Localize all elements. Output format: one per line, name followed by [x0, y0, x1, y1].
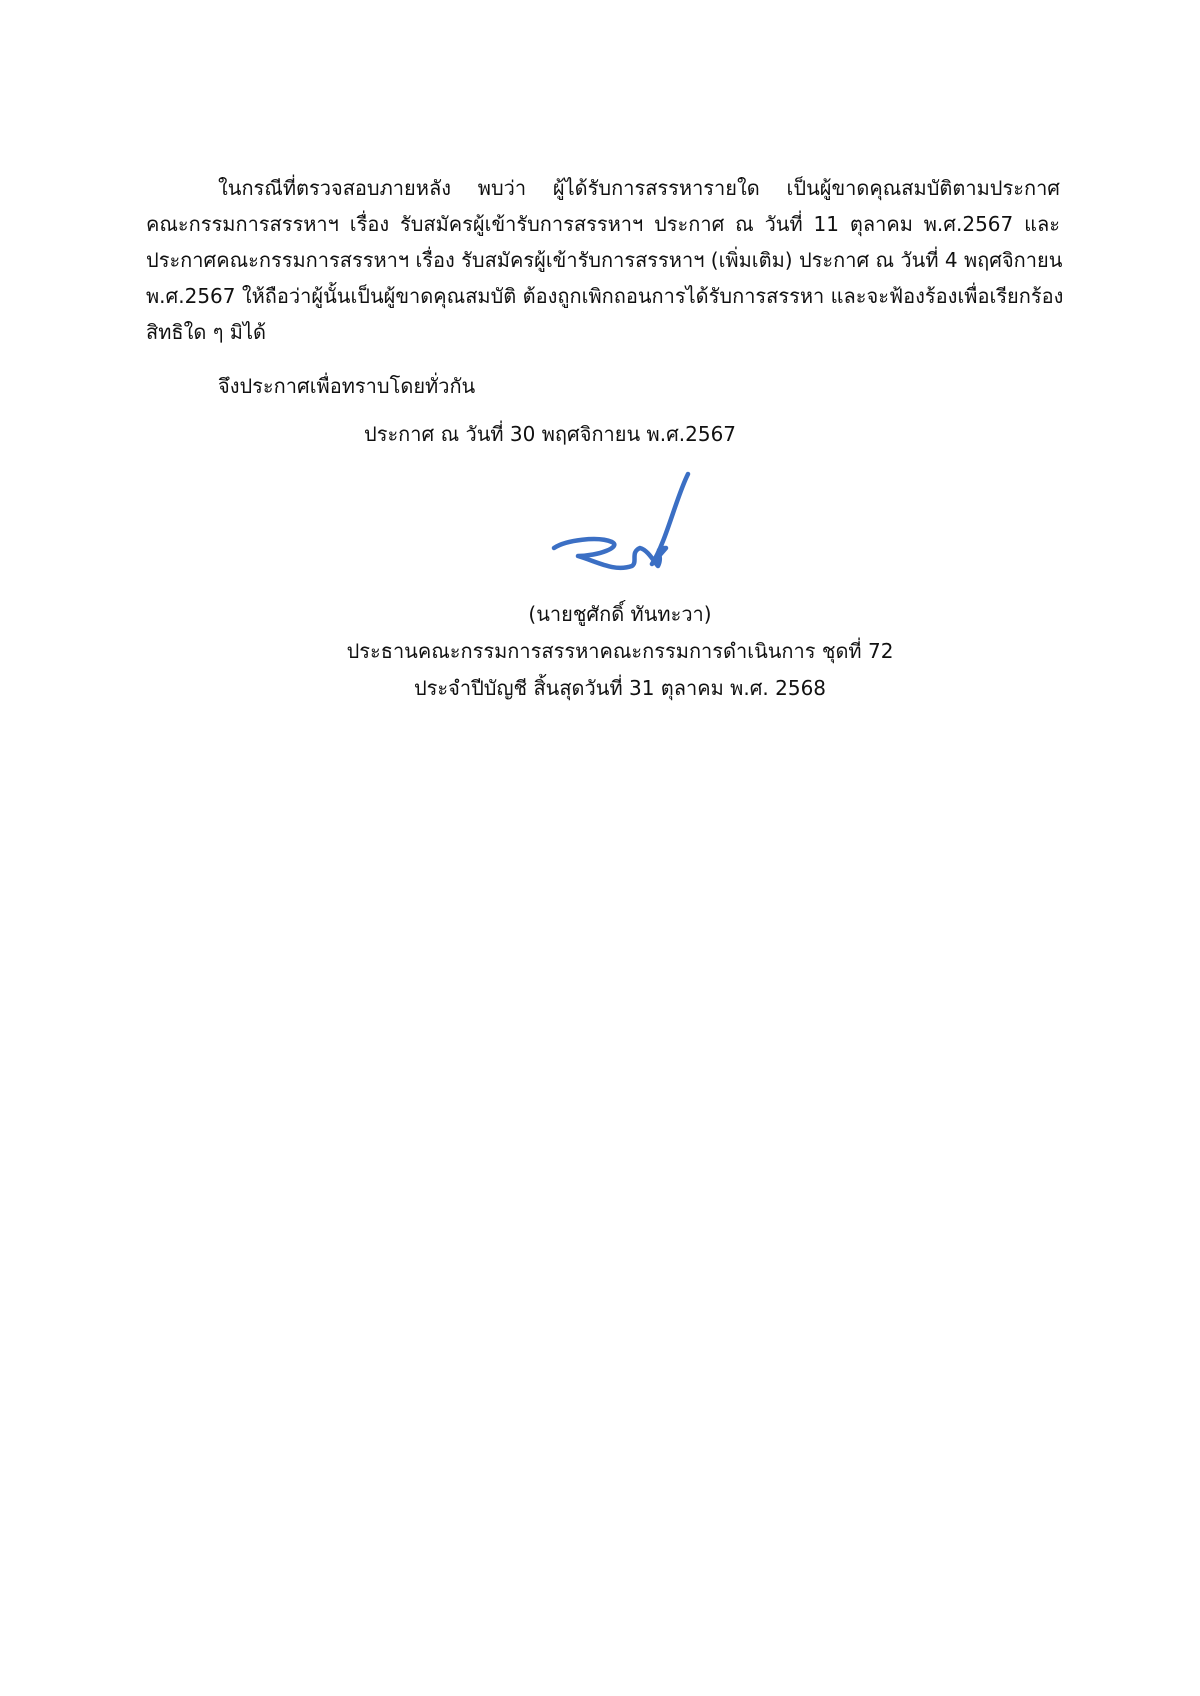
announcement-date: ประกาศ ณ วันที่ 30 พฤศจิกายน พ.ศ.2567: [364, 422, 737, 446]
announcement-paragraph: [146, 170, 1064, 350]
paragraph-line: พ.ศ.2567 ให้ถือว่าผู้นั้นเป็นผู้ขาดคุณสมบัติ ต้องถูกเพิกถอนการได้รับการสรรหา และจะฟ้องร้องเพื่อเรียกร้อง: [146, 284, 1064, 308]
paragraph-line: ประกาศคณะกรรมการสรรหาฯ เรื่อง รับสมัครผู้เข้ารับการสรรหาฯ (เพิ่มเติม) ประกาศ ณ วันที่ 4 พฤศจิกายน: [146, 248, 1063, 272]
signatory-block: [300, 596, 940, 707]
signatory-term: ประจำปีบัญชี สิ้นสุดวันที่ 31 ตุลาคม พ.ศ. 2568: [413, 676, 827, 700]
paragraph-line: ในกรณีที่ตรวจสอบภายหลัง พบว่า ผู้ได้รับการสรรหารายใด เป็นผู้ขาดคุณสมบัติตามประกาศ: [218, 176, 1060, 200]
signatory-name: (นายชูศักดิ์ ทันทะวา): [528, 602, 712, 626]
closing-statement: จึงประกาศเพื่อทราบโดยทั่วกัน: [218, 374, 476, 398]
paragraph-line: สิทธิใด ๆ มิได้: [146, 320, 267, 344]
paragraph-line: คณะกรรมการสรรหาฯ เรื่อง รับสมัครผู้เข้ารับการสรรหาฯ ประกาศ ณ วันที่ 11 ตุลาคม พ.ศ.2567 และ: [146, 212, 1060, 236]
signatory-position: ประธานคณะกรรมการสรรหาคณะกรรมการดำเนินการ ชุดที่ 72: [346, 639, 894, 663]
signature-stroke: [554, 474, 688, 568]
handwritten-signature: [540, 468, 720, 580]
